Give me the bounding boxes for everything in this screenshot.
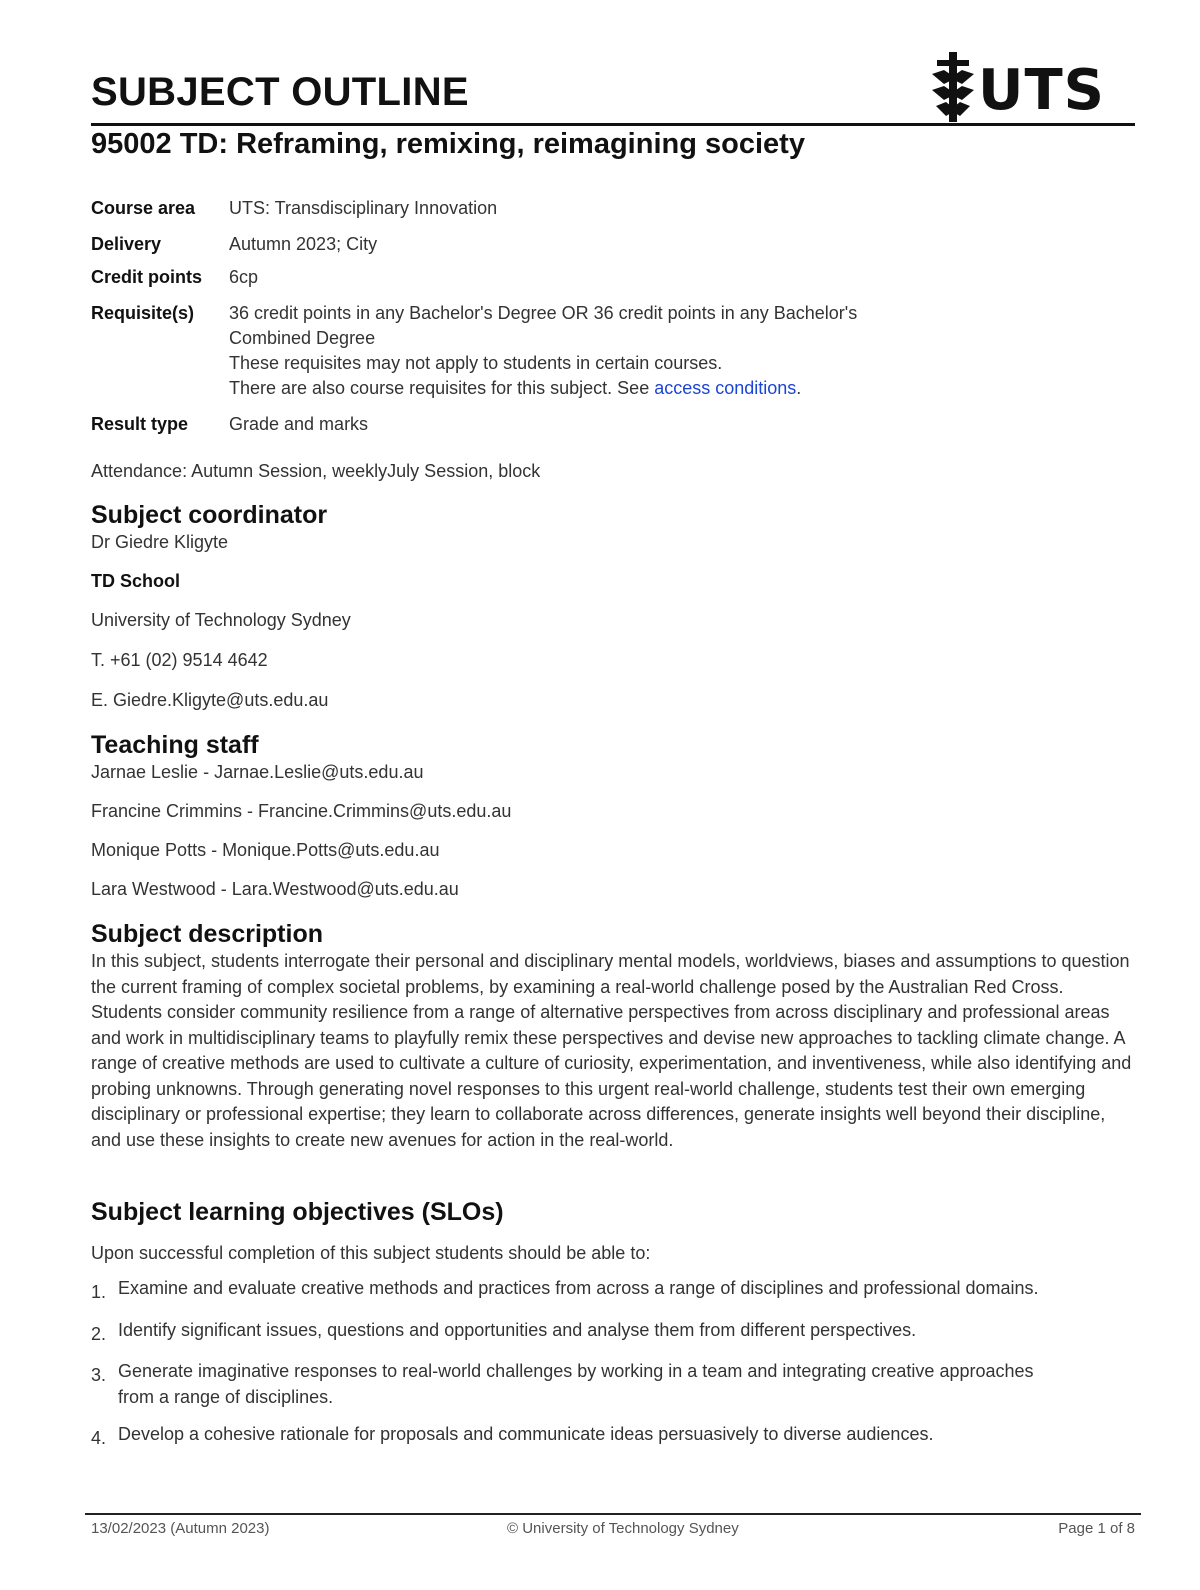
meta-value: Autumn 2023; City: [229, 234, 378, 254]
teaching-staff-heading: Teaching staff: [91, 731, 259, 759]
meta-value: Grade and marks: [229, 414, 369, 434]
slo-number: 2.: [91, 1323, 107, 1344]
slo-text: Generate imaginative responses to real-world challenges by working in a team and integrating creative approaches from a range of disciplines.: [118, 1361, 1034, 1407]
slo-section: [91, 1197, 1135, 1464]
coordinator-section: [91, 500, 1135, 713]
attendance-text: Attendance: Autumn Session, weeklyJuly Session, block: [91, 461, 541, 481]
description-heading: Subject description: [91, 920, 323, 948]
meta-credit-points: [91, 265, 1131, 290]
staff-member: Jarnae Leslie - Jarnae.Leslie@uts.edu.au: [91, 762, 424, 782]
slo-item: [91, 1318, 1071, 1348]
requisite-line: These requisites may not apply to students in certain courses.: [229, 353, 723, 373]
meta-course-area: [91, 196, 1131, 221]
slo-item: [91, 1422, 1091, 1452]
requisite-line: [229, 376, 1131, 401]
slo-text: Identify significant issues, questions and opportunities and analyse them from different perspectives.: [118, 1319, 917, 1340]
coordinator-school: TD School: [91, 571, 180, 591]
footer-rule: [85, 1513, 1141, 1515]
uts-logo-text: UTS: [978, 58, 1106, 123]
coordinator-phone: T. +61 (02) 9514 4642: [91, 650, 268, 670]
access-conditions-link[interactable]: access conditions: [654, 378, 797, 398]
meta-label: Result type: [91, 414, 189, 434]
slo-number: 1.: [91, 1282, 107, 1302]
staff-member: Francine Crimmins - Francine.Crimmins@uts.edu.au: [91, 801, 512, 821]
meta-requisites: [91, 301, 1131, 401]
requisite-line: 36 credit points in any Bachelor's Degree OR 36 credit points in any Bachelor's: [229, 303, 858, 323]
requisite-line: Combined Degree: [229, 328, 376, 348]
coordinator-name: Dr Giedre Kligyte: [91, 532, 229, 552]
coordinator-university: University of Technology Sydney: [91, 610, 351, 630]
meta-label: Course area: [91, 198, 196, 218]
slo-item: [91, 1276, 1071, 1306]
requisite-text: There are also course requisites for this subject. See: [229, 378, 655, 398]
header-rule: [91, 123, 1135, 126]
slo-number: 3.: [91, 1365, 107, 1385]
slo-heading: Subject learning objectives (SLOs): [91, 1198, 504, 1226]
coordinator-heading: Subject coordinator: [91, 501, 328, 529]
footer-page-number: Page 1 of 8: [1058, 1520, 1135, 1537]
slo-list: [91, 1276, 1135, 1452]
meta-label: Delivery: [91, 234, 162, 254]
meta-value: [229, 301, 1131, 401]
slo-text: Develop a cohesive rationale for proposals and communicate ideas persuasively to diverse audiences.: [118, 1424, 934, 1444]
meta-label: Requisite(s): [91, 303, 195, 323]
footer-copyright: © University of Technology Sydney: [507, 1520, 739, 1537]
staff-member: Lara Westwood - Lara.Westwood@uts.edu.au: [91, 879, 459, 899]
slo-item: [91, 1359, 1051, 1410]
description-text: In this subject, students interrogate their personal and disciplinary mental models, worldviews, biases and assumptions to question the current framing of complex societal problems, by examining a real-world challenge posed by the Australian Red Cross. Students consider community resilience from a range of alternative perspectives from across disciplinary and professional areas and work in multidisciplinary teams to playfully remix these perspectives and devise new approaches to tackling climate change. A range of creative methods are used to cultivate a culture of curiosity, experimentation, and inventiveness, while also identifying and probing unknowns. Through generating novel responses to this urgent real-world challenge, students test their own emerging disciplinary or professional expertise; they learn to collaborate across differences, generate insights well beyond their discipline, and use these insights to create new avenues for action in the real-world.: [91, 951, 1132, 1150]
meta-label: Credit points: [91, 267, 202, 287]
meta-delivery: [91, 232, 1131, 257]
subject-meta: [91, 196, 1131, 448]
staff-member: Monique Potts - Monique.Potts@uts.edu.au: [91, 840, 440, 860]
meta-value: UTS: Transdisciplinary Innovation: [229, 198, 498, 218]
description-section: [91, 919, 1135, 1153]
meta-result-type: [91, 412, 1131, 437]
requisite-text: .: [796, 378, 802, 398]
slo-intro: Upon successful completion of this subject students should be able to:: [91, 1243, 651, 1263]
coordinator-email[interactable]: E. Giedre.Kligyte@uts.edu.au: [91, 690, 329, 710]
slo-number: 4.: [91, 1428, 107, 1448]
uts-crest-icon: [928, 52, 978, 124]
slo-text: Examine and evaluate creative methods and practices from across a range of disciplines and professional domains.: [118, 1278, 1039, 1298]
meta-value: 6cp: [229, 267, 259, 287]
teaching-staff-section: [91, 730, 1135, 902]
footer-date: 13/02/2023 (Autumn 2023): [91, 1520, 270, 1537]
document-title: SUBJECT OUTLINE: [91, 70, 469, 114]
subject-title: 95002 TD: Reframing, remixing, reimagining society: [91, 128, 805, 160]
